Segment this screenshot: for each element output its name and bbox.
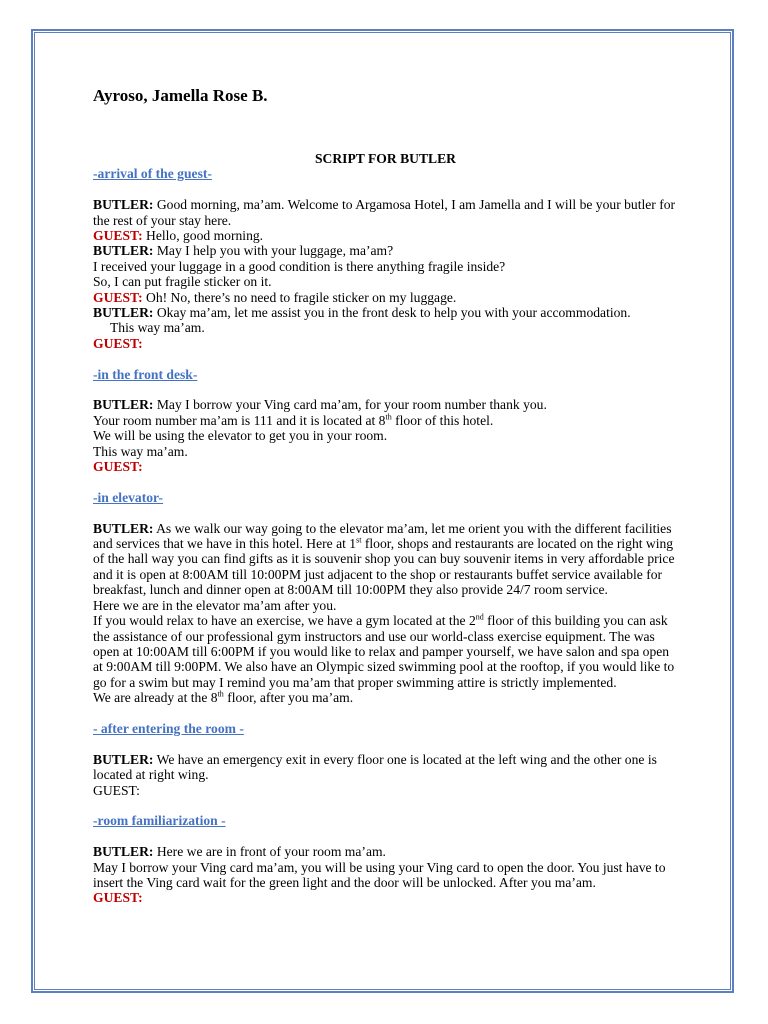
dialogue-text: Your room number ma’am is 111 and it is located at 8 (93, 412, 386, 428)
dialogue-text: floor, shops and restaurants are located on the right wing of the hall way you can find gifts as it is souvenir shop you can buy souvenir items in very affordable price and it is open at 8:00AM till 10:00PM just adjacent to the shop or restaurants buffet service available for breakfast, lunch and dinner open at 8:00AM till 10:00PM they also provide 24/7 room service. (93, 536, 675, 598)
butler-label: BUTLER: (93, 397, 154, 413)
dialogue-line: I received your luggage in a good condition is there anything fragile inside? (93, 258, 506, 274)
ordinal-suffix: th (217, 689, 224, 699)
butler-label: BUTLER: (93, 844, 154, 860)
dialogue-line: This way ma’am. (93, 443, 188, 459)
dialogue-text: floor of this hotel. (391, 412, 494, 428)
butler-label: BUTLER: (93, 751, 154, 767)
guest-label-plain: GUEST: (93, 782, 140, 798)
dialogue-text: As we walk our way going to the elevator ma’am, let me orient you with the different facilities and services that we have in this hotel. Here at 1 (93, 520, 672, 552)
butler-label: BUTLER: (93, 243, 154, 259)
dialogue-line: We will be using the elevator to get you in your room. (93, 428, 388, 444)
dialogue-line (93, 613, 678, 690)
dialogue-text: Here we are in front of your room ma’am. (153, 844, 386, 860)
dialogue-line (93, 844, 678, 859)
heading-dash: - (93, 720, 98, 736)
dialogue-text: We have an emergency exit in every floor one is located at the left wing and the other one is located at right wing. (93, 751, 657, 783)
dialogue-line: May I borrow your Ving card ma’am, you will be using your Ving card to open the door. You just have to insert the Ving card wait for the green light and the door will be unlocked. After you ma’am. (93, 859, 666, 890)
document-title: SCRIPT FOR BUTLER (314, 151, 456, 166)
dialogue-line: Here we are in the elevator ma’am after you. (93, 597, 337, 613)
dialogue-text: We are already at the 8 (93, 690, 218, 706)
author-name: Ayroso, Jamella Rose B. (93, 86, 268, 105)
guest-label: GUEST: (93, 228, 143, 244)
section-heading-after-room (93, 721, 678, 736)
dialogue-line (93, 752, 678, 783)
dialogue-text: Oh! No, there’s no need to fragile sticker on my luggage. (142, 289, 457, 305)
dialogue-text: floor, after you ma’am. (223, 690, 354, 706)
guest-label: GUEST: (93, 289, 143, 305)
dialogue-line (93, 305, 678, 320)
ordinal-suffix: th (385, 412, 392, 422)
guest-label: GUEST: (93, 459, 143, 475)
document-body (93, 86, 678, 906)
dialogue-line: This way ma’am. (110, 320, 205, 336)
butler-label: BUTLER: (93, 197, 154, 213)
dialogue-text: Hello, good morning. (142, 228, 264, 244)
guest-label: GUEST: (93, 335, 143, 351)
dialogue-line (93, 290, 678, 305)
butler-label: BUTLER: (93, 520, 154, 536)
dialogue-line (93, 690, 678, 705)
dialogue-text: Good morning, ma’am. Welcome to Argamosa Hotel, I am Jamella and I will be your butler for the rest of your stay here. (93, 197, 676, 228)
dialogue-line (93, 397, 678, 412)
dialogue-text: May I borrow your Ving card ma’am, for your room number thank you. (153, 397, 547, 413)
section-heading-elevator: -in elevator- (93, 489, 164, 505)
ordinal-suffix: st (356, 535, 362, 545)
section-heading-familiarization: -room familiarization - (93, 813, 226, 829)
section-heading-front-desk: -in the front desk- (93, 366, 198, 382)
heading-text: after entering the room - (97, 720, 244, 736)
dialogue-text: May I help you with your luggage, ma’am? (153, 243, 394, 259)
ordinal-suffix: nd (475, 612, 484, 622)
dialogue-line (93, 228, 678, 243)
dialogue-line (93, 243, 678, 258)
dialogue-line (93, 413, 678, 428)
dialogue-text: Okay ma’am, let me assist you in the front desk to help you with your accommodation. (153, 305, 631, 321)
guest-label: GUEST: (93, 890, 143, 906)
dialogue-line (93, 521, 678, 598)
dialogue-text: floor of this building you can ask the assistance of our professional gym instructors and use our world-class exercise equipment. The was open at 10:00AM till 6:00PM if you would like to relax and pamper yourself, we have salon and spa open at 9:00AM till 9:00PM. We also have an Olympic sized swimming pool at the rooftop, if you would like to go for a swim but may I remind you ma’am that proper swimming attire is strictly implemented. (93, 613, 675, 690)
butler-label: BUTLER: (93, 305, 154, 321)
section-heading-arrival: -arrival of the guest- (93, 166, 212, 182)
dialogue-line (93, 197, 678, 228)
dialogue-line: So, I can put fragile sticker on it. (93, 274, 272, 290)
dialogue-text: If you would relax to have an exercise, we have a gym located at the 2 (93, 613, 476, 629)
